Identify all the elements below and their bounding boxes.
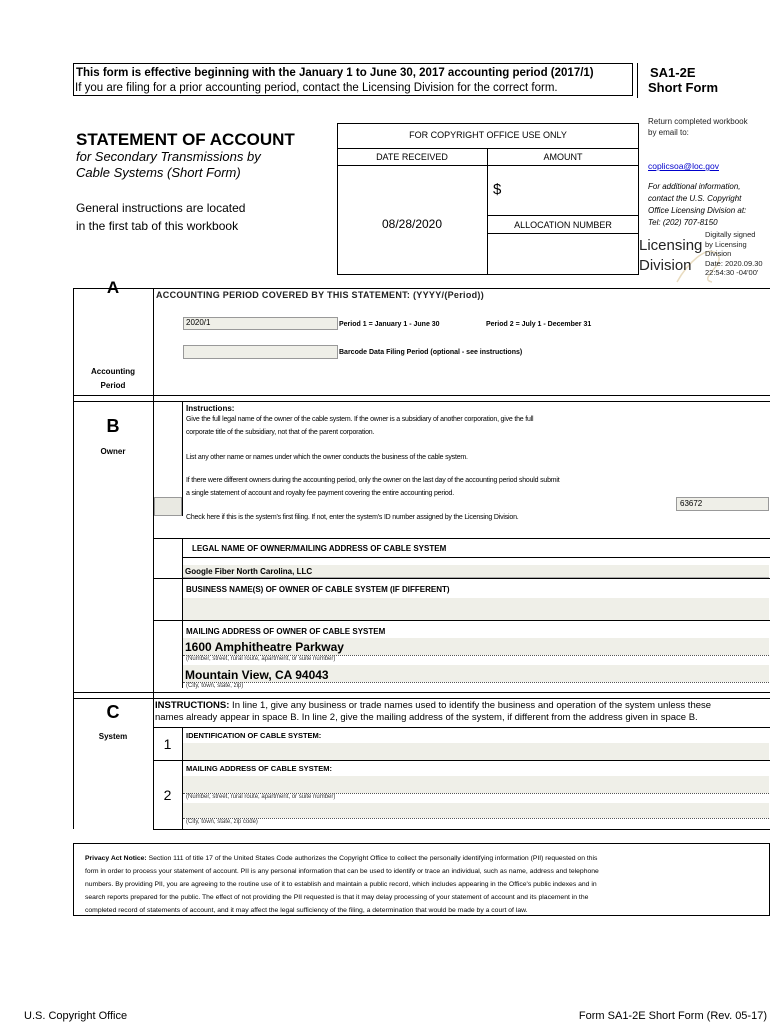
signer-name-2: Division [639,257,692,274]
return-instructions-1: Return completed workbook [648,117,748,126]
office-use-heading: FOR COPYRIGHT OFFICE USE ONLY [409,130,567,140]
privacy-line-4: search reports prepared for the public. The effect of not providing the PII requested is that it may delay processing of your statement of account and its placement in the [85,894,589,901]
system-mailing-label: MAILING ADDRESS OF CABLE SYSTEM: [186,764,332,773]
business-name-input[interactable] [183,598,769,620]
system-city-input[interactable] [183,803,769,818]
period-2-note: Period 2 = July 1 - December 31 [486,321,592,328]
section-b-name: Owner [100,447,126,456]
system-id-value: 63672 [680,499,703,508]
section-b-instr-3b: a single statement of account and royalty fee payment covering the entire accounting period. [186,490,454,497]
info-line-2: contact the U.S. Copyright [648,194,742,203]
owner-street-hint: (Number, street, rural route, apartment, or suite number) [186,656,336,662]
signature-text-4: Date: 2020.09.30 [705,258,763,268]
date-received-value: 08/28/2020 [381,217,443,231]
barcode-period-input[interactable] [183,345,338,359]
section-c-instr-text-1: In line 1, give any business or trade names used to identify the business and operation of the system unless these [229,700,712,711]
privacy-line-5: completed record of statements of account, and it may affect the legal sufficiency of the filing, a determination that would be made by a court of law. [85,907,528,914]
privacy-line-1 [85,852,599,865]
effective-notice-box [73,63,633,96]
first-filing-note: Check here if this is the system's first filing. If not, enter the system's ID number assigned by the Licensing Division. [186,514,519,521]
form-code: SA1-2E [650,65,696,80]
section-b-instr-2: List any other name or names under which the owner conducts the business of the cable system. [186,454,468,461]
footer-form-id: Form SA1-2E Short Form (Rev. 05-17) [578,1010,767,1022]
subtitle-line-1: for Secondary Transmissions by [76,149,261,164]
privacy-notice-box [73,843,770,916]
first-filing-checkbox[interactable] [154,497,182,516]
privacy-label: Privacy Act Notice: [85,855,147,862]
signer-name-1: Licensing [639,237,703,254]
section-c-instr-line-2: names already appear in space B. In line 2, give the mailing address of the system, if different from the address given in space B. [155,712,698,723]
period-1-note: Period 1 = January 1 - June 30 [339,321,440,328]
section-b-letter: B [106,416,120,436]
footer-office: U.S. Copyright Office [24,1010,128,1022]
digital-signature [639,228,767,286]
system-id-label: IDENTIFICATION OF CABLE SYSTEM: [186,731,322,740]
subtitle-line-2: Cable Systems (Short Form) [76,165,241,180]
legal-name-value: Google Fiber North Carolina, LLC [185,567,313,576]
system-id-input[interactable] [676,497,769,511]
signature-text-5: 22:54:30 -04'00' [705,268,759,277]
section-a-name-1: Accounting [91,367,135,376]
section-b-instr-1b: corporate title of the subsidiary, not that of the parent corporation. [186,429,375,436]
legal-name-label: LEGAL NAME OF OWNER/MAILING ADDRESS OF CABLE SYSTEM [192,544,447,553]
business-name-label: BUSINESS NAME(S) OF OWNER OF CABLE SYSTEM (IF DIFFERENT) [186,585,450,594]
mailing-address-label: MAILING ADDRESS OF OWNER OF CABLE SYSTEM [186,627,386,636]
office-use-box [337,123,639,275]
page-title: STATEMENT OF ACCOUNT [76,130,295,149]
accounting-period-value: 2020/1 [186,318,211,327]
info-tel: Tel: (202) 707-8150 [648,218,718,227]
privacy-text-1: Section 111 of title 17 of the United States Code authorizes the Copyright Office to collect the personally identifying information (PII) requested on this [146,855,598,862]
amount-label: AMOUNT [543,152,583,162]
section-a-name-2: Period [100,381,126,390]
owner-city-input[interactable] [183,665,769,682]
system-city-hint: (City, town, state, zip code) [186,819,258,825]
section-b-instr-1a: Give the full legal name of the owner of the cable system. If the owner is a subsidiary of another corporation, give the full [186,416,534,423]
section-c-instr-bold: INSTRUCTIONS: [155,700,230,711]
info-line-1: For additional information, [648,182,741,191]
email-link[interactable]: coplicsoa@loc.gov [648,161,719,171]
notice-line-1: This form is effective beginning with the January 1 to June 30, 2017 accounting period (2017/1) [76,67,594,79]
section-b-instructions-head: Instructions: [186,404,235,413]
line-1-number: 1 [163,736,172,752]
owner-city-hint: (City, town, state, zip) [186,683,244,689]
privacy-line-3: numbers. By providing PII, you are agreeing to the routine use of it to establish and maintain a public record, which includes appearing in the Office's public indexes and in [85,881,597,888]
section-c-instr-line-1 [155,700,711,711]
notice-line-2: If you are filing for a prior accounting period, contact the Licensing Division for the correct form. [75,82,558,94]
date-received-label: DATE RECEIVED [376,152,448,162]
general-instructions-line-1: General instructions are located [76,201,246,215]
owner-street-input[interactable] [183,638,769,655]
barcode-note: Barcode Data Filing Period (optional - see instructions) [339,349,523,356]
accounting-period-input[interactable] [183,317,338,330]
signature-text-1: Digitally signed [705,230,756,239]
signature-text-3: Division [705,249,732,258]
system-street-input[interactable] [183,776,769,793]
section-a-heading: ACCOUNTING PERIOD COVERED BY THIS STATEMENT: (YYYY/(Period)) [156,290,485,300]
signature-text-2: by Licensing [705,239,747,249]
amount-currency: $ [493,181,502,198]
section-a-letter: A [106,278,120,297]
privacy-line-2: form in order to process your statement of account. PII is any personal information that can be used to identify or trace an individual, such as name, address and telephone [85,868,599,875]
system-identification-input[interactable] [183,743,769,760]
return-instructions-2: by email to: [648,128,689,137]
legal-name-input[interactable] [183,565,769,578]
owner-city-value: Mountain View, CA 94043 [185,668,329,682]
section-c-letter: C [106,702,120,722]
section-b-instr-3a: If there were different owners during the accounting period, only the owner on the last day of the accounting period should submit [186,477,560,484]
form-type: Short Form [648,80,719,95]
line-2-number: 2 [163,787,172,803]
system-street-hint: (Number, street, rural route, apartment, or suite number) [186,794,336,800]
info-line-3: Office Licensing Division at: [648,206,747,215]
general-instructions-line-2: in the first tab of this workbook [76,219,239,233]
allocation-number-label: ALLOCATION NUMBER [514,220,612,230]
owner-street-value: 1600 Amphitheatre Parkway [185,640,344,654]
section-c-name: System [98,732,128,741]
